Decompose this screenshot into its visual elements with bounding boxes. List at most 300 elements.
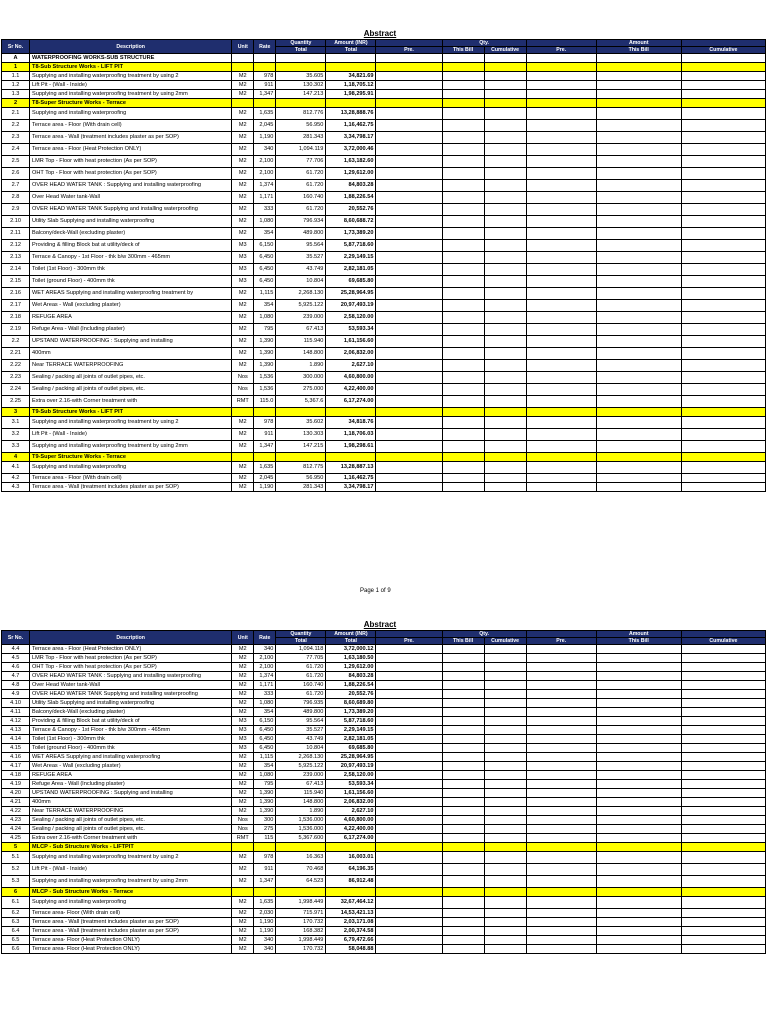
empty-cell xyxy=(376,324,442,336)
description-cell: Terrace area- Floor (With drain cell) xyxy=(30,909,232,918)
empty-cell xyxy=(596,753,681,762)
empty-cell xyxy=(596,807,681,816)
empty-cell xyxy=(442,453,484,462)
empty-cell xyxy=(484,936,526,945)
empty-cell xyxy=(526,240,596,252)
sr-no-cell: 5.3 xyxy=(2,876,30,888)
quantity-cell: 1,536.000 xyxy=(276,825,326,834)
quantity-cell: 10.804 xyxy=(276,276,326,288)
table-row xyxy=(2,735,766,744)
unit-cell: M2 xyxy=(232,852,254,864)
quantity-cell: 160.740 xyxy=(276,192,326,204)
empty-cell xyxy=(596,132,681,144)
quantity-cell: 1,998.449 xyxy=(276,936,326,945)
rate-cell: 978 xyxy=(254,417,276,429)
empty-cell xyxy=(526,417,596,429)
empty-cell xyxy=(376,483,442,492)
rate-cell: 1,347 xyxy=(254,441,276,453)
empty-cell xyxy=(596,360,681,372)
empty-cell xyxy=(596,384,681,396)
empty-cell xyxy=(276,888,326,897)
empty-cell xyxy=(484,324,526,336)
quantity-cell: 115.940 xyxy=(276,336,326,348)
description-cell: Over Head Water tank-Wall xyxy=(30,681,232,690)
empty-cell xyxy=(442,324,484,336)
empty-cell xyxy=(681,81,765,90)
empty-cell xyxy=(484,276,526,288)
empty-cell xyxy=(526,300,596,312)
description-cell: Sealing / packing all joints of outlet pipes, etc. xyxy=(30,825,232,834)
unit-cell: M3 xyxy=(232,726,254,735)
quantity-cell: 115.940 xyxy=(276,789,326,798)
empty-cell xyxy=(526,396,596,408)
unit-cell: M2 xyxy=(232,108,254,120)
description-cell: T8-Sub Structure Works - LIFT PIT xyxy=(30,63,232,72)
unit-cell: M2 xyxy=(232,876,254,888)
amount-cell: 5,87,718.60 xyxy=(326,717,376,726)
empty-cell xyxy=(442,348,484,360)
empty-cell xyxy=(526,834,596,843)
unit-cell: M2 xyxy=(232,762,254,771)
quantity-cell: 1,998.449 xyxy=(276,897,326,909)
empty-cell xyxy=(442,429,484,441)
empty-cell xyxy=(254,99,276,108)
amount-cell: 1,73,389.20 xyxy=(326,228,376,240)
amount-cell: 3,34,798.17 xyxy=(326,483,376,492)
table-row xyxy=(2,744,766,753)
unit-cell: M2 xyxy=(232,204,254,216)
rate-cell: 978 xyxy=(254,72,276,81)
empty-cell xyxy=(442,132,484,144)
description-cell: Providing & filling Block bat at utility/deck of xyxy=(30,717,232,726)
empty-cell xyxy=(442,63,484,72)
col-amount-group: Amount xyxy=(596,40,681,47)
sr-no-cell: 5.1 xyxy=(2,852,30,864)
empty-cell xyxy=(681,300,765,312)
unit-cell: M2 xyxy=(232,927,254,936)
unit-cell: M2 xyxy=(232,228,254,240)
table-row xyxy=(2,360,766,372)
empty-cell xyxy=(526,336,596,348)
rate-cell: 300 xyxy=(254,816,276,825)
empty-cell xyxy=(526,483,596,492)
abstract-title: Abstract xyxy=(363,29,397,38)
empty-cell xyxy=(596,681,681,690)
description-cell: Toilet (ground Floor) - 400mm thk xyxy=(30,744,232,753)
sr-no-cell: 5 xyxy=(2,843,30,852)
empty-cell xyxy=(681,753,765,762)
quantity-cell: 61.720 xyxy=(276,663,326,672)
quantity-cell: 281.343 xyxy=(276,132,326,144)
quantity-cell: 2,268.130 xyxy=(276,288,326,300)
empty-cell xyxy=(596,645,681,654)
rate-cell: 1,374 xyxy=(254,672,276,681)
empty-cell xyxy=(526,156,596,168)
empty-cell xyxy=(681,762,765,771)
empty-cell xyxy=(376,453,442,462)
unit-cell: M2 xyxy=(232,417,254,429)
quantity-cell: 77.705 xyxy=(276,654,326,663)
amount-cell: 6,17,274.00 xyxy=(326,396,376,408)
description-cell: Terrace area - Floor (Heat Protection ONLY) xyxy=(30,645,232,654)
empty-cell xyxy=(596,168,681,180)
sr-no-cell: 2.6 xyxy=(2,168,30,180)
empty-cell xyxy=(442,252,484,264)
empty-cell xyxy=(484,798,526,807)
empty-cell xyxy=(376,288,442,300)
empty-cell xyxy=(526,681,596,690)
empty-cell xyxy=(681,336,765,348)
amount-cell: 1,73,389.20 xyxy=(326,708,376,717)
sr-no-cell: 2.16 xyxy=(2,288,30,300)
empty-cell xyxy=(376,462,442,474)
empty-cell xyxy=(681,408,765,417)
table-row xyxy=(2,654,766,663)
empty-cell xyxy=(442,276,484,288)
sr-no-cell: 2.13 xyxy=(2,252,30,264)
unit-cell: M2 xyxy=(232,864,254,876)
unit-cell: M3 xyxy=(232,276,254,288)
rate-cell: 1,390 xyxy=(254,348,276,360)
sr-no-cell: 1.1 xyxy=(2,72,30,81)
rate-cell: 1,190 xyxy=(254,132,276,144)
amount-cell: 2,627.10 xyxy=(326,360,376,372)
unit-cell: M2 xyxy=(232,474,254,483)
empty-cell xyxy=(442,825,484,834)
description-cell: UPSTAND WATERPROOFING : Supplying and installing xyxy=(30,789,232,798)
empty-cell xyxy=(681,204,765,216)
col-amount: Amount (INR) xyxy=(326,40,376,47)
rate-cell: 795 xyxy=(254,780,276,789)
empty-cell xyxy=(681,699,765,708)
empty-cell xyxy=(484,300,526,312)
rate-cell: 354 xyxy=(254,228,276,240)
unit-cell: M2 xyxy=(232,288,254,300)
sr-no-cell: 1 xyxy=(2,63,30,72)
amount-cell: 8,60,689.80 xyxy=(326,699,376,708)
empty-cell xyxy=(442,918,484,927)
empty-cell xyxy=(254,54,276,63)
empty-cell xyxy=(596,63,681,72)
empty-cell xyxy=(526,81,596,90)
unit-cell: M2 xyxy=(232,462,254,474)
empty-cell xyxy=(442,645,484,654)
empty-cell xyxy=(376,408,442,417)
sr-no-cell: 2 xyxy=(2,99,30,108)
empty-cell xyxy=(484,99,526,108)
rate-cell: 1,190 xyxy=(254,918,276,927)
empty-cell xyxy=(484,408,526,417)
description-cell: OHT Top - Floor with heat protection (As per SOP) xyxy=(30,663,232,672)
amount-cell: 2,82,181.05 xyxy=(326,264,376,276)
empty-cell xyxy=(376,654,442,663)
empty-cell xyxy=(596,726,681,735)
description-cell: Refuge Area - Wall (Including plaster) xyxy=(30,324,232,336)
empty-cell xyxy=(442,264,484,276)
quantity-cell: 489.800 xyxy=(276,708,326,717)
empty-cell xyxy=(596,717,681,726)
unit-cell: M2 xyxy=(232,672,254,681)
empty-cell xyxy=(376,690,442,699)
table-row xyxy=(2,276,766,288)
description-cell: T8-Super Structure Works - Terrace xyxy=(30,99,232,108)
sr-no-cell: 4.12 xyxy=(2,717,30,726)
quantity-cell: 5,367.600 xyxy=(276,834,326,843)
sr-no-cell: 4.19 xyxy=(2,780,30,789)
empty-cell xyxy=(596,348,681,360)
empty-cell xyxy=(596,180,681,192)
empty-cell xyxy=(442,807,484,816)
quantity-cell: 77.706 xyxy=(276,156,326,168)
empty-cell xyxy=(484,132,526,144)
description-cell: Supplying and installing waterproofing xyxy=(30,897,232,909)
empty-cell xyxy=(484,762,526,771)
empty-cell xyxy=(442,120,484,132)
amount-cell: 3,34,798.17 xyxy=(326,132,376,144)
rate-cell: 1,347 xyxy=(254,876,276,888)
empty-cell xyxy=(681,936,765,945)
sr-no-cell: 5.2 xyxy=(2,864,30,876)
rate-cell: 1,390 xyxy=(254,789,276,798)
empty-cell xyxy=(376,396,442,408)
empty-cell xyxy=(596,216,681,228)
empty-cell xyxy=(526,672,596,681)
rate-cell: 1,635 xyxy=(254,108,276,120)
empty-cell xyxy=(681,372,765,384)
empty-cell xyxy=(442,753,484,762)
amount-cell: 69,685.80 xyxy=(326,744,376,753)
description-cell: Near TERRACE WATERPROOFING xyxy=(30,360,232,372)
description-cell: Refuge Area - Wall (Including plaster) xyxy=(30,780,232,789)
empty-cell xyxy=(596,945,681,954)
empty-cell xyxy=(596,771,681,780)
amount-cell: 20,552.76 xyxy=(326,204,376,216)
empty-cell xyxy=(376,864,442,876)
col-sr-no: Sr No. xyxy=(2,631,30,645)
table-row xyxy=(2,417,766,429)
quantity-cell: 35.602 xyxy=(276,417,326,429)
empty-cell xyxy=(442,798,484,807)
amount-cell: 2,29,149.15 xyxy=(326,252,376,264)
table-row xyxy=(2,789,766,798)
table-row xyxy=(2,807,766,816)
empty-cell xyxy=(376,417,442,429)
empty-cell xyxy=(484,108,526,120)
empty-cell xyxy=(442,474,484,483)
empty-cell xyxy=(232,54,254,63)
unit-cell: M2 xyxy=(232,780,254,789)
unit-cell: M3 xyxy=(232,735,254,744)
table-row xyxy=(2,240,766,252)
amount-cell: 2,58,120.00 xyxy=(326,771,376,780)
table-row xyxy=(2,441,766,453)
empty-cell xyxy=(596,744,681,753)
empty-cell xyxy=(276,99,326,108)
empty-cell xyxy=(442,897,484,909)
empty-cell xyxy=(526,753,596,762)
unit-cell: M2 xyxy=(232,336,254,348)
empty-cell xyxy=(376,276,442,288)
empty-cell xyxy=(681,927,765,936)
empty-cell xyxy=(442,372,484,384)
sr-no-cell: 4.9 xyxy=(2,690,30,699)
unit-cell: M2 xyxy=(232,483,254,492)
sr-no-cell: A xyxy=(2,54,30,63)
empty-cell xyxy=(376,72,442,81)
empty-cell xyxy=(596,936,681,945)
empty-cell xyxy=(526,474,596,483)
sr-no-cell: 2.7 xyxy=(2,180,30,192)
amount-cell: 25,28,964.95 xyxy=(326,753,376,762)
table-row xyxy=(2,348,766,360)
amount-cell: 4,60,800.00 xyxy=(326,816,376,825)
sr-no-cell: 4.18 xyxy=(2,771,30,780)
table-row xyxy=(2,384,766,396)
sr-no-cell: 4.8 xyxy=(2,681,30,690)
table-row xyxy=(2,204,766,216)
empty-cell xyxy=(484,54,526,63)
quantity-cell: 56.950 xyxy=(276,474,326,483)
table-row xyxy=(2,864,766,876)
rate-cell: 333 xyxy=(254,204,276,216)
table-row xyxy=(2,816,766,825)
description-cell: Utility Slab Supplying and installing waterproofing xyxy=(30,699,232,708)
quantity-cell: 43.749 xyxy=(276,735,326,744)
empty-cell xyxy=(681,708,765,717)
empty-cell xyxy=(442,717,484,726)
unit-cell: M2 xyxy=(232,441,254,453)
empty-cell xyxy=(376,108,442,120)
empty-cell xyxy=(681,843,765,852)
unit-cell: M2 xyxy=(232,807,254,816)
sr-no-cell: 4.1 xyxy=(2,462,30,474)
unit-cell: M2 xyxy=(232,429,254,441)
empty-cell xyxy=(376,81,442,90)
empty-cell xyxy=(376,216,442,228)
empty-cell xyxy=(596,336,681,348)
amount-cell: 1,16,462.75 xyxy=(326,120,376,132)
quantity-cell: 130.303 xyxy=(276,429,326,441)
amount-cell: 20,552.76 xyxy=(326,690,376,699)
empty-cell xyxy=(681,834,765,843)
empty-cell xyxy=(681,240,765,252)
col-rate: Rate xyxy=(254,40,276,54)
empty-cell xyxy=(681,735,765,744)
unit-cell: M2 xyxy=(232,789,254,798)
empty-cell xyxy=(484,753,526,762)
unit-cell: M2 xyxy=(232,663,254,672)
empty-cell xyxy=(376,735,442,744)
empty-cell xyxy=(376,252,442,264)
description-cell: T9-Super Structure Works - Terrace xyxy=(30,453,232,462)
amount-cell: 20,97,493.19 xyxy=(326,762,376,771)
empty-cell xyxy=(442,156,484,168)
unit-cell: M3 xyxy=(232,744,254,753)
description-cell: Lift Pit - (Wall - Inside) xyxy=(30,81,232,90)
empty-cell xyxy=(376,717,442,726)
unit-cell: M2 xyxy=(232,654,254,663)
table-row xyxy=(2,108,766,120)
rate-cell: 2,100 xyxy=(254,663,276,672)
sr-no-cell: 4.25 xyxy=(2,834,30,843)
empty-cell xyxy=(484,360,526,372)
unit-cell: M2 xyxy=(232,690,254,699)
empty-cell xyxy=(376,240,442,252)
empty-cell xyxy=(442,936,484,945)
table-row xyxy=(2,144,766,156)
empty-cell xyxy=(681,717,765,726)
empty-cell xyxy=(596,453,681,462)
col-rate: Rate xyxy=(254,631,276,645)
empty-cell xyxy=(254,453,276,462)
rate-cell: 1,115 xyxy=(254,288,276,300)
col-description: Description xyxy=(30,40,232,54)
empty-cell xyxy=(484,645,526,654)
empty-cell xyxy=(596,144,681,156)
empty-cell xyxy=(681,690,765,699)
table-row xyxy=(2,90,766,99)
rate-cell: 1,536 xyxy=(254,384,276,396)
empty-cell xyxy=(681,132,765,144)
empty-cell xyxy=(484,918,526,927)
amount-cell: 6,79,472.66 xyxy=(326,936,376,945)
empty-cell xyxy=(681,780,765,789)
description-cell: UPSTAND WATERPROOFING : Supplying and installing xyxy=(30,336,232,348)
empty-cell xyxy=(484,726,526,735)
sr-no-cell: 4.2 xyxy=(2,474,30,483)
empty-cell xyxy=(376,192,442,204)
sr-no-cell: 6.2 xyxy=(2,909,30,918)
rate-cell: 1,171 xyxy=(254,192,276,204)
empty-cell xyxy=(681,144,765,156)
quantity-cell: 239.000 xyxy=(276,312,326,324)
description-cell: Terrace area - Floor (With drain cell) xyxy=(30,120,232,132)
description-cell: Toilet (ground Floor) - 400mm thk xyxy=(30,276,232,288)
quantity-cell: 35.527 xyxy=(276,726,326,735)
sr-no-cell: 3 xyxy=(2,408,30,417)
sr-no-cell: 6.4 xyxy=(2,927,30,936)
description-cell: Extra over 2.16-with Corner treatment with xyxy=(30,834,232,843)
empty-cell xyxy=(526,429,596,441)
empty-cell xyxy=(442,180,484,192)
empty-cell xyxy=(484,690,526,699)
unit-cell: M3 xyxy=(232,264,254,276)
rate-cell: 911 xyxy=(254,429,276,441)
empty-cell xyxy=(442,192,484,204)
empty-cell xyxy=(681,360,765,372)
table-row xyxy=(2,852,766,864)
unit-cell: M2 xyxy=(232,312,254,324)
empty-cell xyxy=(232,63,254,72)
empty-cell xyxy=(681,63,765,72)
unit-cell: M2 xyxy=(232,645,254,654)
unit-cell: M2 xyxy=(232,324,254,336)
sr-no-cell: 4.15 xyxy=(2,744,30,753)
unit-cell: M2 xyxy=(232,909,254,918)
empty-cell xyxy=(376,726,442,735)
amount-cell: 53,593.34 xyxy=(326,780,376,789)
table-row xyxy=(2,336,766,348)
empty-cell xyxy=(484,441,526,453)
empty-cell xyxy=(596,408,681,417)
section-row xyxy=(2,843,766,852)
amount-cell: 34,818.76 xyxy=(326,417,376,429)
table-row xyxy=(2,690,766,699)
empty-cell xyxy=(484,336,526,348)
empty-cell xyxy=(526,762,596,771)
amount-cell: 1,63,180.50 xyxy=(326,654,376,663)
empty-cell xyxy=(526,228,596,240)
